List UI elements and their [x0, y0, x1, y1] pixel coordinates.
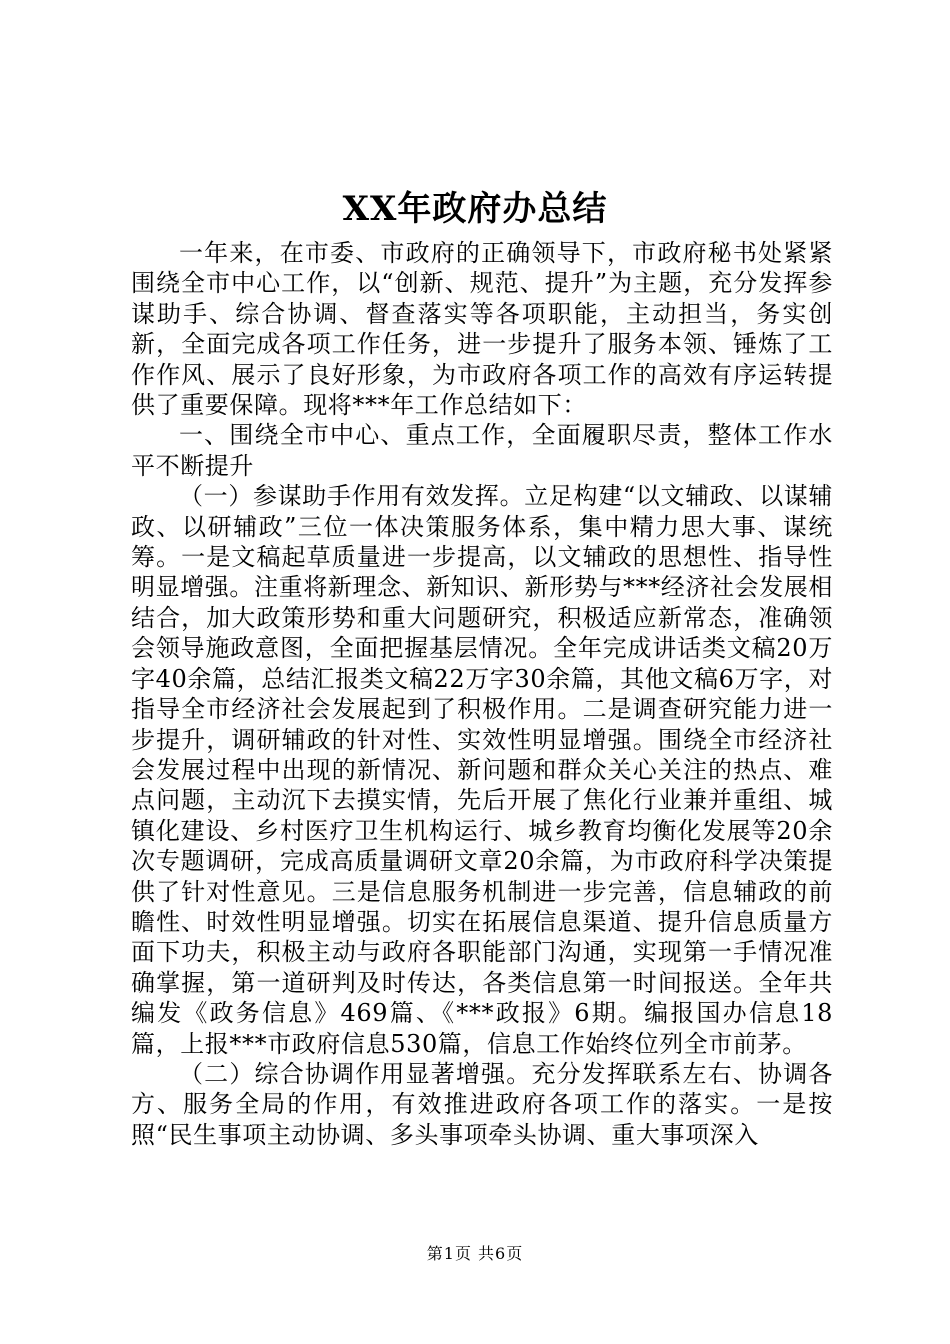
- paragraph-intro: 一年来，在市委、市政府的正确领导下，市政府秘书处紧紧围绕全市中心工作，以“创新、规范、提升”为主题，充分发挥参谋助手、综合协调、督查落实等各项职能，主动担当，务实创新，全面完成各项工作任务，进一步提升了服务本领、锤炼了工作作风、展示了良好形象，为市政府各项工作的高效有序运转提供了重要保障。现将***年工作总结如下：: [131, 239, 833, 420]
- document-body: [131, 238, 833, 1150]
- page-number-footer: 第1页 共6页: [426, 1244, 524, 1263]
- paragraph-advisory-role: （一）参谋助手作用有效发挥。立足构建“以文辅政、以谋辅政、以研辅政”三位一体决策服务体系，集中精力思大事、谋统筹。一是文稿起草质量进一步提高，以文辅政的思想性、指导性明显增强。注重将新理念、新知识、新形势与***经济社会发展相结合，加大政策形势和重大问题研究，积极适应新常态，准确领会领导施政意图，全面把握基层情况。全年完成讲话类文稿20万字40余篇，总结汇报类文稿22万字30余篇，其他文稿6万字，对指导全市经济社会发展起到了积极作用。二是调查研究能力进一步提升，调研辅政的针对性、实效性明显增强。围绕全市经济社会发展过程中出现的新情况、新问题和群众关心关注的热点、难点问题，主动沉下去摸实情，先后开展了焦化行业兼并重组、城镇化建设、乡村医疗卫生机构运行、城乡教育均衡化发展等20余次专题调研，完成高质量调研文章20余篇，为市政府科学决策提供了针对性意见。三是信息服务机制进一步完善，信息辅政的前瞻性、时效性明显增强。切实在拓展信息渠道、提升信息质量方面下功夫，积极主动与政府各职能部门沟通，实现第一手情况准确掌握，第一道研判及时传达，各类信息第一时间报送。全年共编发《政务信息》469篇、《***政报》6期。编报国办信息18篇，上报***市政府信息530篇，信息工作始终位列全市前茅。: [131, 482, 833, 1058]
- paragraph-section-heading: 一、围绕全市中心、重点工作，全面履职尽责，整体工作水平不断提升: [131, 421, 833, 480]
- document-title: XX年政府办总结: [342, 189, 608, 229]
- paragraph-coordination-role: （二）综合协调作用显著增强。充分发挥联系左右、协调各方、服务全局的作用，有效推进政府各项工作的落实。一是按照“民生事项主动协调、多头事项牵头协调、重大事项深入: [131, 1059, 833, 1149]
